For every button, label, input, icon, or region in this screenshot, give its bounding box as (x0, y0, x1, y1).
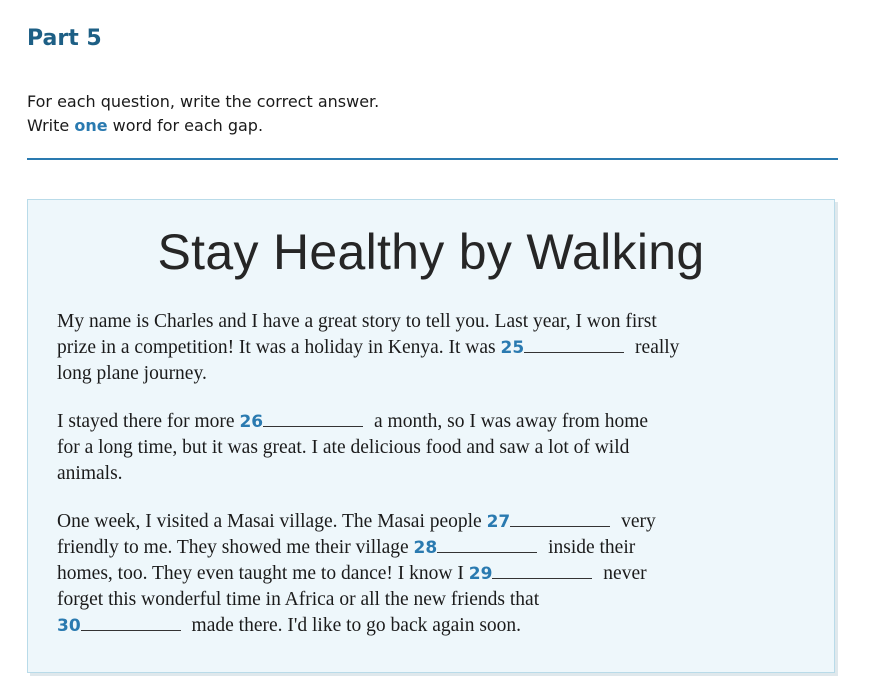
gap-number-27: 27 (486, 512, 511, 532)
text-fragment: I stayed there for more (57, 411, 235, 432)
text-fragment: made there. I'd like to go back again soon. (191, 615, 522, 636)
paragraph-1 (57, 309, 817, 387)
answer-blank-29[interactable] (492, 564, 592, 579)
instruction-emphasis: one (74, 116, 108, 135)
answer-blank-25[interactable] (524, 338, 624, 353)
part-title: Part 5 (27, 26, 102, 51)
story-title: Stay Healthy by Walking (157, 224, 705, 280)
text-line (57, 613, 817, 639)
text-line: forget this wonderful time in Africa or all the new friends that (57, 589, 540, 610)
text-fragment: never (603, 563, 647, 584)
answer-blank-26[interactable] (263, 412, 363, 427)
instruction-text: word for each gap. (112, 116, 264, 135)
text-fragment: a month, so I was away from home (374, 411, 649, 432)
instructions (27, 90, 379, 138)
gap-number-28: 28 (413, 538, 438, 558)
text-fragment: very (621, 511, 656, 532)
text-line: animals. (57, 463, 123, 484)
gap-number-29: 29 (468, 564, 493, 584)
gap-number-30: 30 (57, 616, 81, 636)
paragraph-2 (57, 409, 817, 487)
gap-number-26: 26 (239, 412, 264, 432)
text-line (57, 335, 817, 361)
answer-blank-30[interactable] (81, 616, 181, 631)
text-line (57, 535, 817, 561)
text-line: long plane journey. (57, 363, 207, 384)
gap-number-25: 25 (500, 338, 525, 358)
instruction-line-1: For each question, write the correct answer. (27, 92, 380, 111)
divider (27, 158, 838, 160)
paragraph-3 (57, 509, 817, 639)
instruction-line-2 (27, 114, 379, 138)
reading-panel (27, 199, 835, 673)
text-fragment: inside their (548, 537, 636, 558)
text-line (57, 409, 817, 435)
text-fragment: homes, too. They even taught me to dance! I know I (57, 563, 464, 584)
text-line: for a long time, but it was great. I ate delicious food and saw a lot of wild (57, 437, 630, 458)
text-fragment: really (635, 337, 680, 358)
story-text (57, 309, 817, 661)
text-fragment: prize in a competition! It was a holiday in Kenya. It was (57, 337, 496, 358)
text-line (57, 561, 817, 587)
instruction-text: Write (27, 116, 70, 135)
answer-blank-27[interactable] (510, 512, 610, 527)
text-line: My name is Charles and I have a great story to tell you. Last year, I won first (57, 311, 657, 332)
answer-blank-28[interactable] (437, 538, 537, 553)
text-line (57, 509, 817, 535)
text-fragment: friendly to me. They showed me their village (57, 537, 409, 558)
text-fragment: One week, I visited a Masai village. The Masai people (57, 511, 482, 532)
